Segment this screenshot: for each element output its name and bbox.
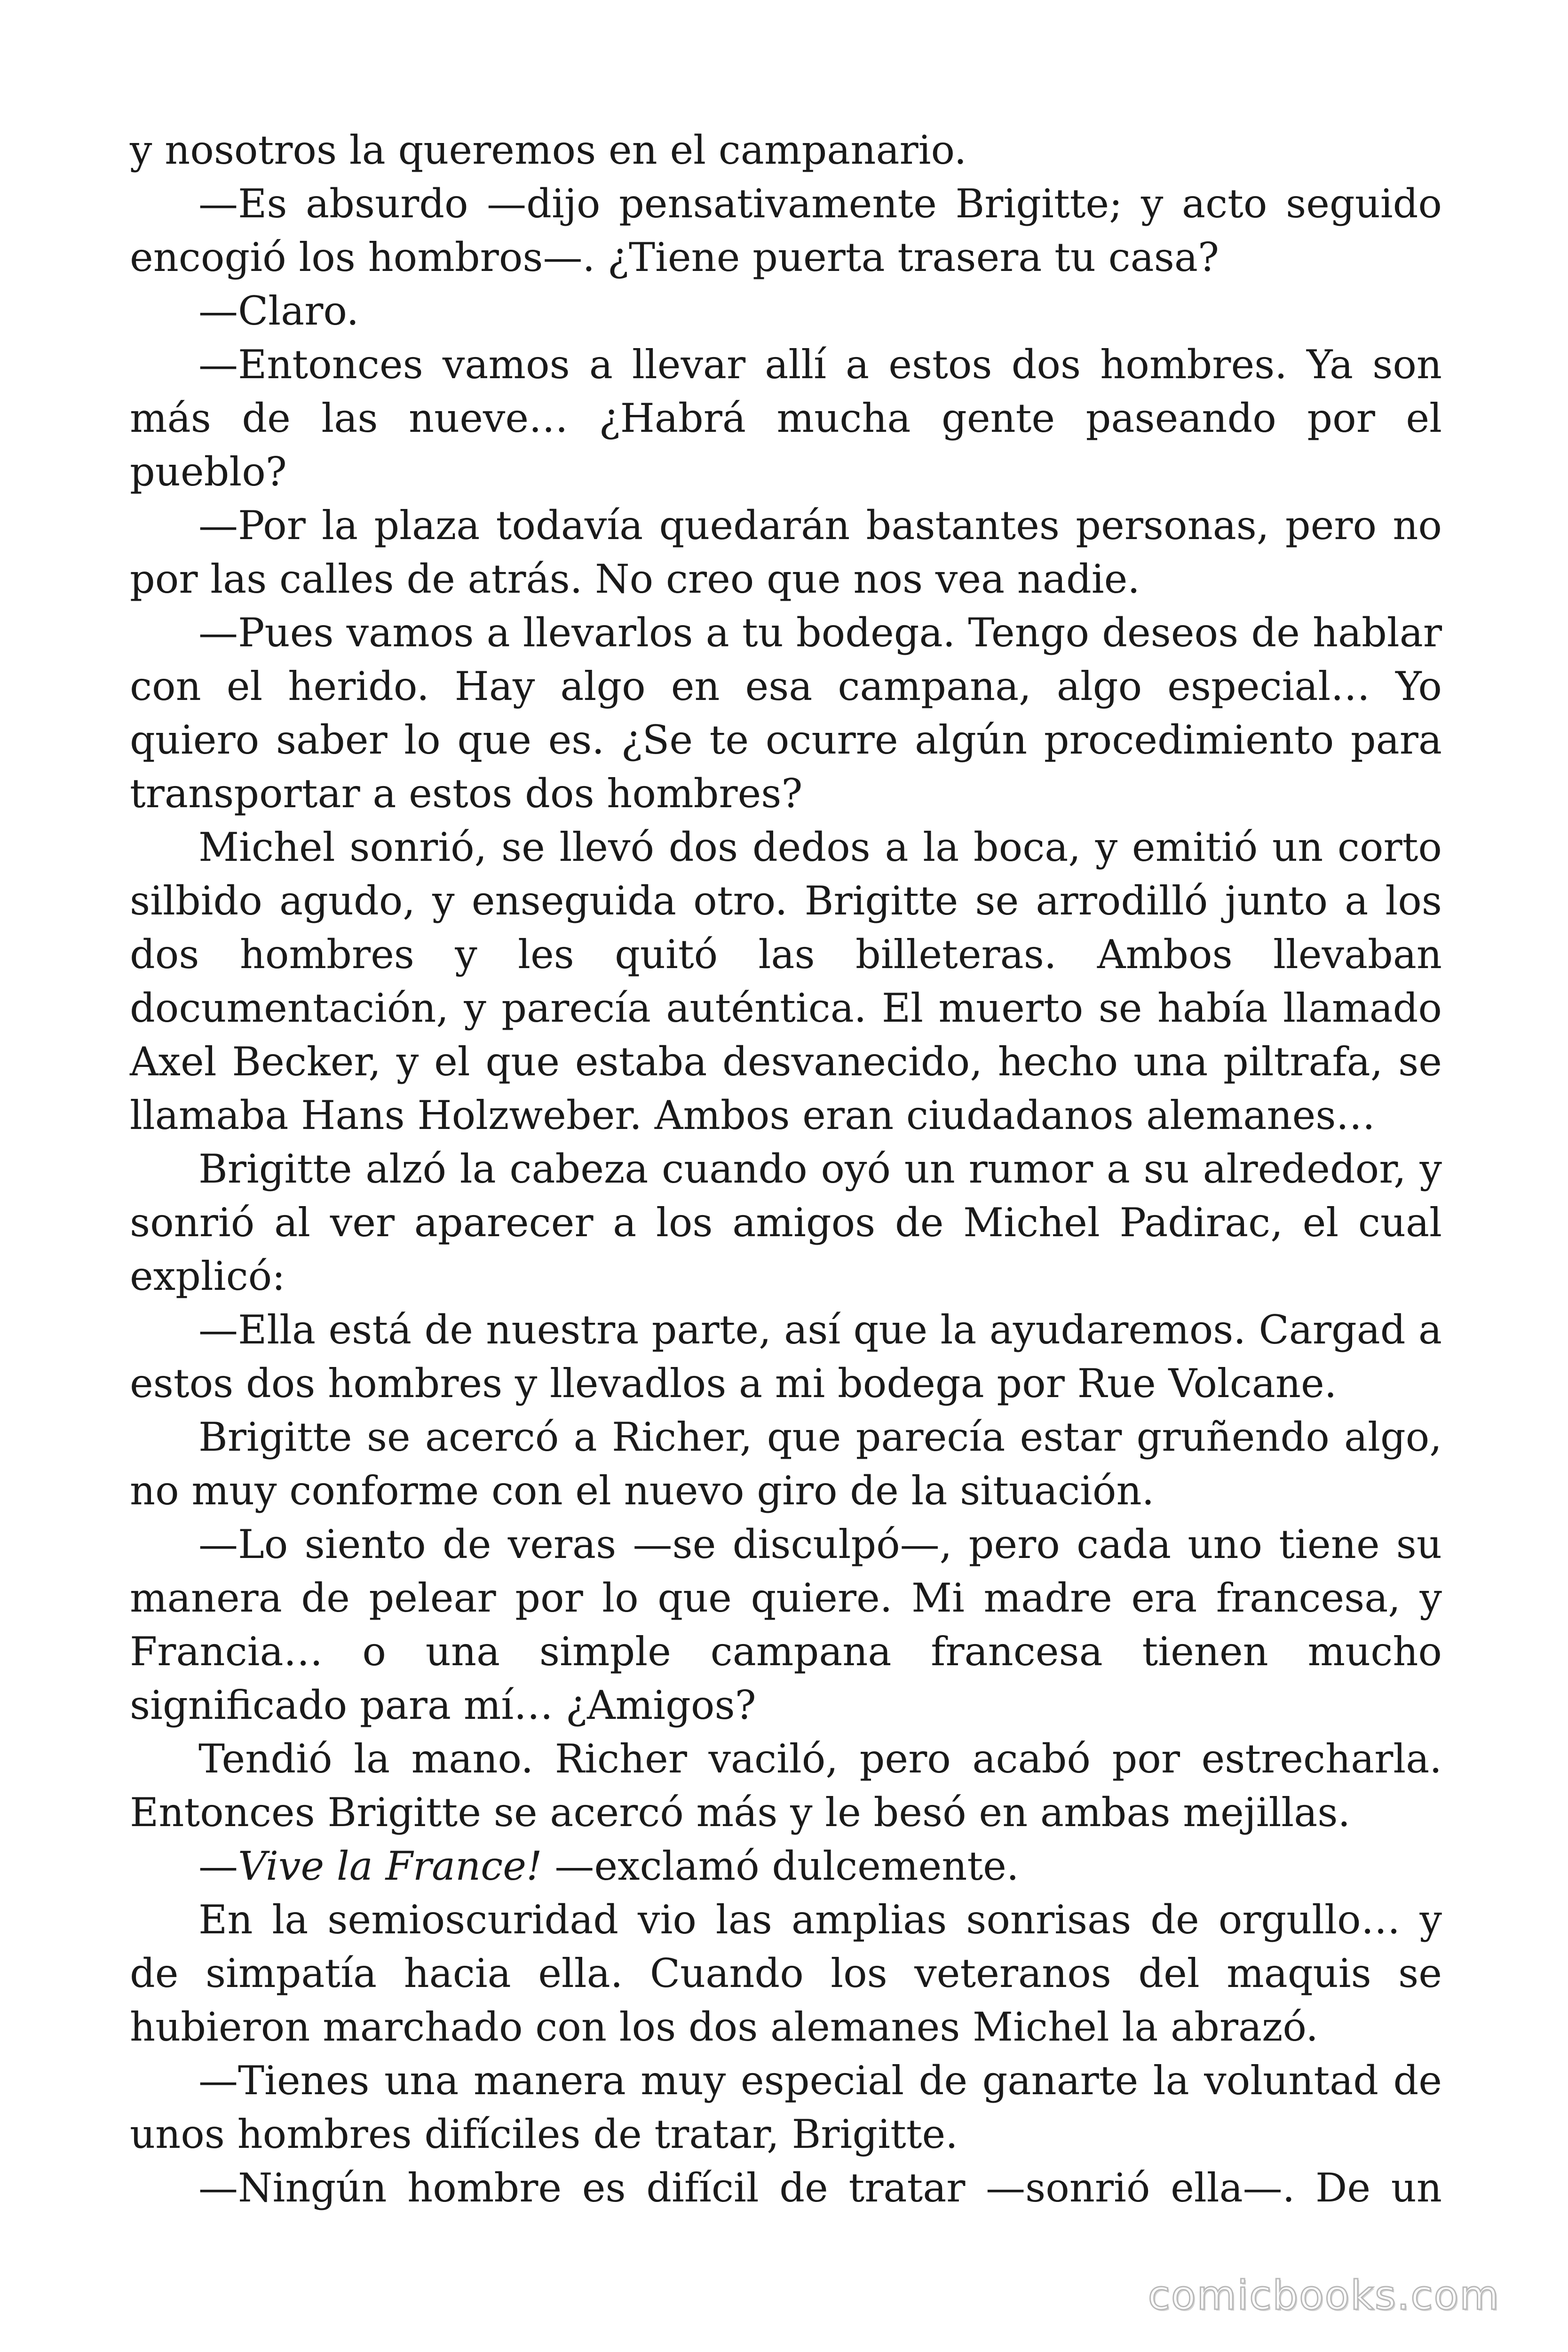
paragraph-10: Brigitte se acercó a Richer, que parecía estar gruñendo algo, no muy conforme con el nuevo giro de la situación. — [130, 1414, 1442, 1514]
paragraph-6: —Pues vamos a llevarlos a tu bodega. Tengo deseos de hablar con el herido. Hay algo en esa campana, algo especial… Yo quiero saber lo que es. ¿Se te ocurre algún procedimiento para transportar a estos dos hombres? — [130, 610, 1442, 817]
paragraph-13-italic: Vive la France! — [238, 1843, 542, 1889]
paragraph-3: —Claro. — [198, 288, 359, 334]
paragraph-7: Michel sonrió, se llevó dos dedos a la boca, y emitió un corto silbido agudo, y enseguida otro. Brigitte se arrodilló junto a los dos hombres y les quitó las billeteras. Ambos llevaban documentación, y parecía auténtica. El muerto se había llamado Axel Becker, y el que estaba desvanecido, hecho una piltrafa, se llamaba Hans Holzweber. Ambos eran ciudadanos alemanes… — [130, 824, 1442, 1138]
paragraph-14: En la semioscuridad vio las amplias sonrisas de orgullo… y de simpatía hacia ella. Cuando los veteranos del maquis se hubieron marchado con los dos alemanes Michel la abrazó. — [130, 1897, 1442, 2050]
book-page-text — [130, 123, 1442, 2215]
paragraph-12: Tendió la mano. Richer vaciló, pero acabó por estrecharla. Entonces Brigitte se acercó más y le besó en ambas mejillas. — [130, 1736, 1442, 1836]
paragraph-16: —Ningún hombre es difícil de tratar —sonrió ella—. De un — [198, 2165, 1442, 2211]
paragraph-8: Brigitte alzó la cabeza cuando oyó un rumor a su alrededor, y sonrió al ver aparecer a los amigos de Michel Padirac, el cual explicó: — [130, 1146, 1442, 1299]
watermark-logo: comicbooks.com — [1148, 2272, 1500, 2319]
paragraph-13-prefix: — — [198, 1843, 238, 1889]
paragraph-9: —Ella está de nuestra parte, así que la ayudaremos. Cargad a estos dos hombres y llevadlos a mi bodega por Rue Volcane. — [130, 1307, 1442, 1406]
paragraph-5: —Por la plaza todavía quedarán bastantes personas, pero no por las calles de atrás. No creo que nos vea nadie. — [130, 502, 1442, 602]
paragraph-13-suffix: —exclamó dulcemente. — [542, 1843, 1019, 1889]
paragraph-1: y nosotros la queremos en el campanario. — [130, 127, 967, 173]
paragraph-11: —Lo siento de veras —se disculpó—, pero cada uno tiene su manera de pelear por lo que quiere. Mi madre era francesa, y Francia… o una simple campana francesa tienen mucho significado para mí… ¿Amigos? — [130, 1521, 1442, 1728]
paragraph-4: —Entonces vamos a llevar allí a estos dos hombres. Ya son más de las nueve… ¿Habrá mucha gente paseando por el pueblo? — [130, 342, 1442, 495]
paragraph-15: —Tienes una manera muy especial de ganarte la voluntad de unos hombres difíciles de tratar, Brigitte. — [130, 2058, 1442, 2157]
paragraph-13 — [130, 1839, 1442, 1893]
paragraph-2: —Es absurdo —dijo pensativamente Brigitte; y acto seguido encogió los hombros—. ¿Tiene puerta trasera tu casa? — [130, 181, 1442, 280]
